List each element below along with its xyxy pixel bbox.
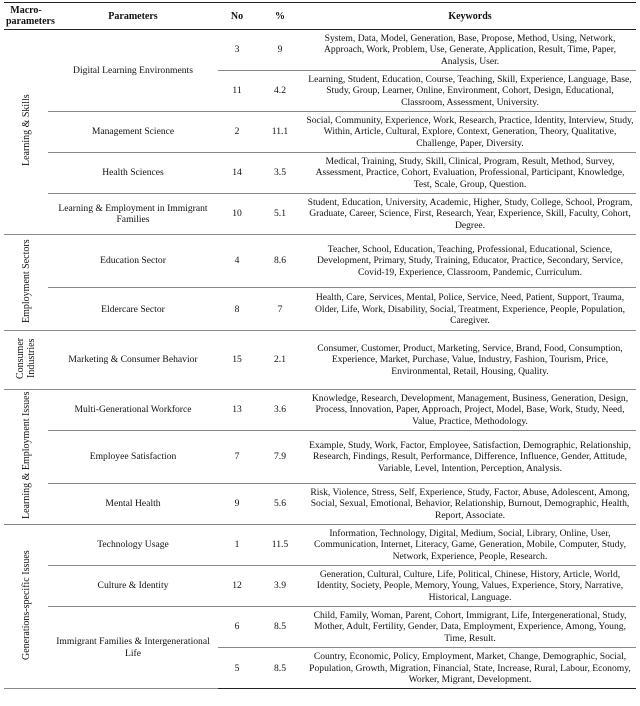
no-cell: 3 <box>218 30 256 71</box>
header-no: No <box>218 3 256 30</box>
no-cell: 13 <box>218 389 256 430</box>
macro-cell <box>4 331 48 389</box>
macro-label: Generations-specific Issues <box>20 549 32 660</box>
parameter-cell: Management Science <box>48 112 218 153</box>
percent-cell: 8.5 <box>274 662 286 674</box>
no-cell: 7 <box>218 430 256 483</box>
no-cell: 2 <box>218 112 256 153</box>
no-cell: 8 <box>218 288 256 331</box>
parameter-cell: Eldercare Sector <box>48 288 218 331</box>
percent-cell: 9 <box>256 30 304 71</box>
header-parameters: Parameters <box>48 3 218 30</box>
percent-cell: 11.1 <box>256 112 304 153</box>
macro-cell <box>4 389 48 524</box>
table-row <box>4 288 636 331</box>
no-cell: 6 <box>218 606 256 647</box>
parameter-cell: Immigrant Families & Intergenerational Life <box>48 606 218 688</box>
keywords-cell: Child, Family, Woman, Parent, Cohort, Immigrant, Life, Intergenerational, Study, Mother, Adult, Fertility, Gender, Data, Employment, Experience, Among, Young, Time, Result. <box>304 606 636 647</box>
keywords-cell: Teacher, School, Education, Teaching, Professional, Educational, Science, Development, Primary, Study, Training, Educator, Practice, Secondary, Service, Covid-19, Experience, Classroom, Pandemic, Curriculum. <box>304 235 636 288</box>
no-cell: 4 <box>218 235 256 288</box>
table-row <box>4 153 636 194</box>
keywords-cell: Health, Care, Services, Mental, Police, Service, Need, Patient, Support, Trauma, Older, Life, Work, Disability, Social, Treatment, Experience, People, Population, Caregiver. <box>304 288 636 331</box>
table-row <box>4 483 636 524</box>
keywords-cell: Medical, Training, Study, Skill, Clinical, Program, Result, Method, Survey, Assessment, Practice, Cohort, Evaluation, Professional, Participant, Knowledge, Test, Scale, Group, Question. <box>304 153 636 194</box>
macro-cell <box>4 524 48 688</box>
parameter-cell: Health Sciences <box>48 153 218 194</box>
keywords-cell: Information, Technology, Digital, Medium, Social, Library, Online, User, Communication, Internet, Literacy, Game, Generation, Mobile, Computer, Study, Network, Experience, People, Research. <box>304 524 636 565</box>
keywords-cell: Consumer, Customer, Product, Marketing, Service, Brand, Food, Consumption, Experience, Market, Purchase, Value, Industry, Fashion, Tourism, Price, Environmental, Retail, Housing, Quality. <box>304 331 636 389</box>
percent-cell: 4.2 <box>256 71 304 112</box>
header-macro: Macro-parameters <box>4 3 48 30</box>
table-row <box>4 430 636 483</box>
parameter-cell: Employee Satisfaction <box>48 430 218 483</box>
percent-cell: 3.9 <box>256 565 304 606</box>
percent-cell: 3.6 <box>256 389 304 430</box>
parameter-cell: Learning & Employment in Immigrant Families <box>48 194 218 235</box>
keywords-cell: Social, Community, Experience, Work, Research, Practice, Identity, Interview, Study, Within, Article, Cultural, Explore, Context, Generation, Theory, Qualitative, Challenge, Paper, Diversity. <box>304 112 636 153</box>
no-cell: 11 <box>218 71 256 112</box>
percent-cell: 8.6 <box>256 235 304 288</box>
macro-label: Employment Sectors <box>20 239 32 323</box>
keywords-cell: Learning, Student, Education, Course, Teaching, Skill, Experience, Language, Base, Study, Group, Learner, Online, Environment, Cohort, Design, Educational, Classroom, Assessment, University. <box>304 71 636 112</box>
keywords-cell: Student, Education, University, Academic, Higher, Study, College, School, Program, Graduate, Career, Science, First, Research, Year, Experience, Skill, Faculty, Cohort, Degree. <box>304 194 636 235</box>
table-row <box>4 565 636 606</box>
no-cell: 5 <box>234 662 240 674</box>
parameter-cell: Education Sector <box>48 235 218 288</box>
macro-label: Learning & Skills <box>20 94 32 167</box>
percent-cell: 5.6 <box>256 483 304 524</box>
parameter-cell: Culture & Identity <box>48 565 218 606</box>
no-cell: 14 <box>218 153 256 194</box>
macro-cell <box>4 235 48 331</box>
macro-cell <box>4 30 48 235</box>
macro-label: Learning & Employment Issues <box>20 391 32 519</box>
percent-cell: 5.1 <box>256 194 304 235</box>
topics-table <box>4 2 636 689</box>
percent-cell: 7 <box>256 288 304 331</box>
percent-cell: 11.5 <box>256 524 304 565</box>
no-cell: 10 <box>218 194 256 235</box>
parameter-cell: Mental Health <box>48 483 218 524</box>
parameter-cell: Digital Learning Environments <box>48 30 218 112</box>
macro-label: Consumer Industries <box>15 337 37 379</box>
header-percent: % <box>256 3 304 30</box>
percent-cell: 3.5 <box>256 153 304 194</box>
keywords-cell: Knowledge, Research, Development, Management, Business, Generation, Design, Process, Innovation, Paper, Approach, Project, Model, Base, Work, Study, Need, Value, Practice, Methodology. <box>304 389 636 430</box>
percent-cell: 2.1 <box>256 331 304 389</box>
keywords-cell: System, Data, Model, Generation, Base, Propose, Method, Using, Network, Approach, Work, Problem, Use, Generate, Application, Result, Time, Paper, Analysis, User. <box>304 30 636 71</box>
keywords-cell: Generation, Cultural, Culture, Life, Political, Chinese, History, Article, World, Identity, Society, People, Memory, Young, Values, Experience, Story, Narrative, Historical, Language. <box>304 565 636 606</box>
keywords-cell: Country, Economic, Policy, Employment, Market, Change, Demographic, Social, Population, Growth, Migration, Financial, State, Increase, Rural, Labour, Economy, Worker, Migrant, Development. <box>309 651 631 685</box>
parameter-cell: Marketing & Consumer Behavior <box>48 331 218 389</box>
table-row <box>4 524 636 565</box>
no-cell: 1 <box>218 524 256 565</box>
table-row <box>4 30 636 71</box>
no-cell: 12 <box>218 565 256 606</box>
table-row <box>4 194 636 235</box>
parameter-cell: Technology Usage <box>48 524 218 565</box>
no-cell: 9 <box>218 483 256 524</box>
header-row <box>4 3 636 30</box>
header-keywords: Keywords <box>304 3 636 30</box>
percent-cell: 8.5 <box>256 606 304 647</box>
keywords-cell: Risk, Violence, Stress, Self, Experience, Study, Factor, Abuse, Adolescent, Among, Social, Sexual, Emotional, Behavior, Relationship, Burnout, Demographic, Health, Report, Associate. <box>304 483 636 524</box>
parameter-cell: Multi-Generational Workforce <box>48 389 218 430</box>
table-row <box>4 389 636 430</box>
no-cell: 15 <box>218 331 256 389</box>
table-row <box>4 606 636 647</box>
table-row <box>4 235 636 288</box>
table-row <box>4 112 636 153</box>
keywords-cell: Example, Study, Work, Factor, Employee, Satisfaction, Demographic, Relationship, Research, Findings, Result, Performance, Difference, Influence, Gender, Attitude, Variable, Level, Intention, Perception, Analysis. <box>304 430 636 483</box>
percent-cell: 7.9 <box>256 430 304 483</box>
table-row <box>4 331 636 389</box>
